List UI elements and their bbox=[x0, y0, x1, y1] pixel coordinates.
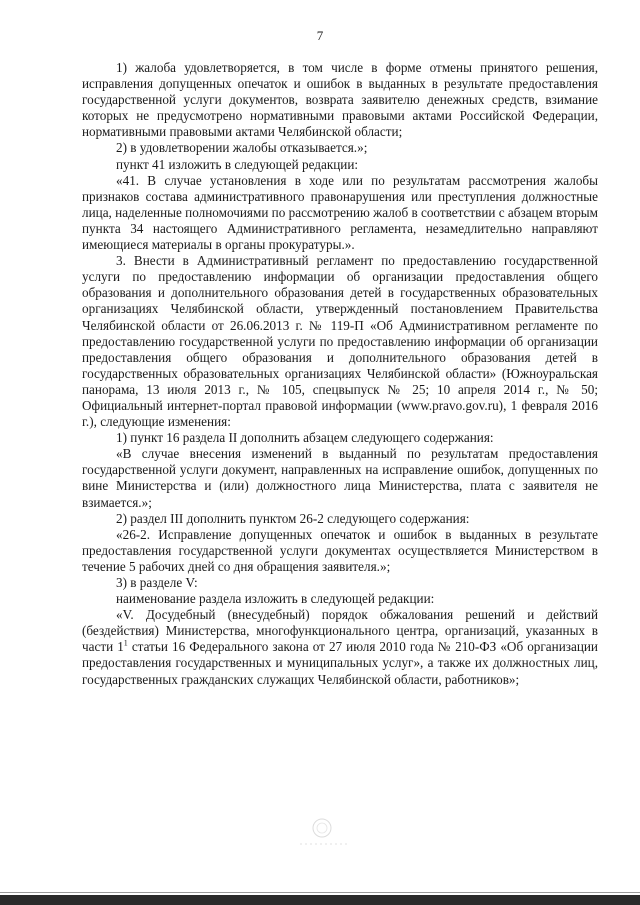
paragraph-12-text-continued: статьи 16 Федерального закона от 27 июля 2010 года № 210-ФЗ «Об организации предоставления государственных и муниципальных услуг», а также их должностных лиц, государственных гражданских служащих Челябинской области, работников»; bbox=[82, 639, 598, 687]
paragraph-2: 2) в удовлетворении жалобы отказывается.»; bbox=[116, 140, 368, 156]
paragraph-7: «В случае внесения изменений в выданный по результатам предоставления государственной услуги документ, направленных на исправление ошибок, допущенных по вине Министерства и (или) должностного лица Министерства, плата с заявителя не взимается.»; bbox=[82, 446, 598, 510]
paragraph-11: наименование раздела изложить в следующей редакции: bbox=[116, 591, 435, 607]
paragraph-9: «26-2. Исправление допущенных опечаток и ошибок в выданных в результате предоставления государственной услуги документах осуществляется Министерством в течение 5 рабочих дней со дня обращения заявителя.»; bbox=[82, 526, 598, 574]
paragraph-1: 1) жалоба удовлетворяется, в том числе в форме отмены принятого решения, исправления допущенных опечаток и ошибок в выданных в результате предоставления государственной услуги документов, возврата заявителю денежных средств, взимание которых не предусмотрено нормативными правовыми актами Российской Федерации, нормативными правовыми актами Челябинской области; bbox=[82, 60, 598, 140]
paragraph-4: «41. В случае установления в ходе или по результатам рассмотрения жалобы признаков состава административного правонарушения или преступления должностные лица, наделенные полномочиями по рассмотрению жалоб в соответствии с абзацем вторым пункта 34 настоящего Административного регламента, незамедлительно направляют имеющиеся материалы в органы прокуратуры.». bbox=[82, 172, 598, 253]
paragraph-5: 3. Внести в Административный регламент по предоставлению государственной услуги по предоставлению информации об организации предоставления общего образования и дополнительного образования детей в государственных образовательных организациях Челябинской области, утвержденный постановлением Правительства Челябинской области от 26.06.2013 г. № 119-П «Об Административном регламенте по предоставлению государственной услуги по предоставлению информации об организации предоставления общего образования и дополнительного образования детей в государственных образовательных организациях Челябинской области» (Южноуральская панорама, 13 июля 2013 г., № 105, спецвыпуск № 25; 10 апреля 2014 г., № 50; Официальный интернет-портал правовой информации (www.pravo.gov.ru), 1 февраля 2016 г.), следующие изменения: bbox=[82, 253, 598, 430]
paragraph-10: 3) в разделе V: bbox=[116, 575, 198, 590]
paragraph-12-text: «V. Досудебный (внесудебный) порядок обжалования решений и действий (бездействия) Министерства, многофункционального центра, организаций, указанных в части 1 bbox=[82, 607, 598, 655]
scan-bottom-edge bbox=[0, 895, 640, 905]
paragraph-3: пункт 41 изложить в следующей редакции: bbox=[116, 156, 359, 172]
superscript-mark: 1 bbox=[123, 638, 128, 648]
scan-artifact-line bbox=[0, 892, 640, 893]
page-number: 7 bbox=[316, 28, 324, 43]
document-body bbox=[82, 60, 598, 688]
paragraph-8: 2) раздел III дополнить пунктом 26-2 следующего содержания: bbox=[116, 510, 470, 526]
paragraph-12 bbox=[82, 607, 598, 687]
faint-stamp-mark bbox=[296, 816, 352, 850]
paragraph-6: 1) пункт 16 раздела II дополнить абзацем следующего содержания: bbox=[116, 430, 494, 446]
